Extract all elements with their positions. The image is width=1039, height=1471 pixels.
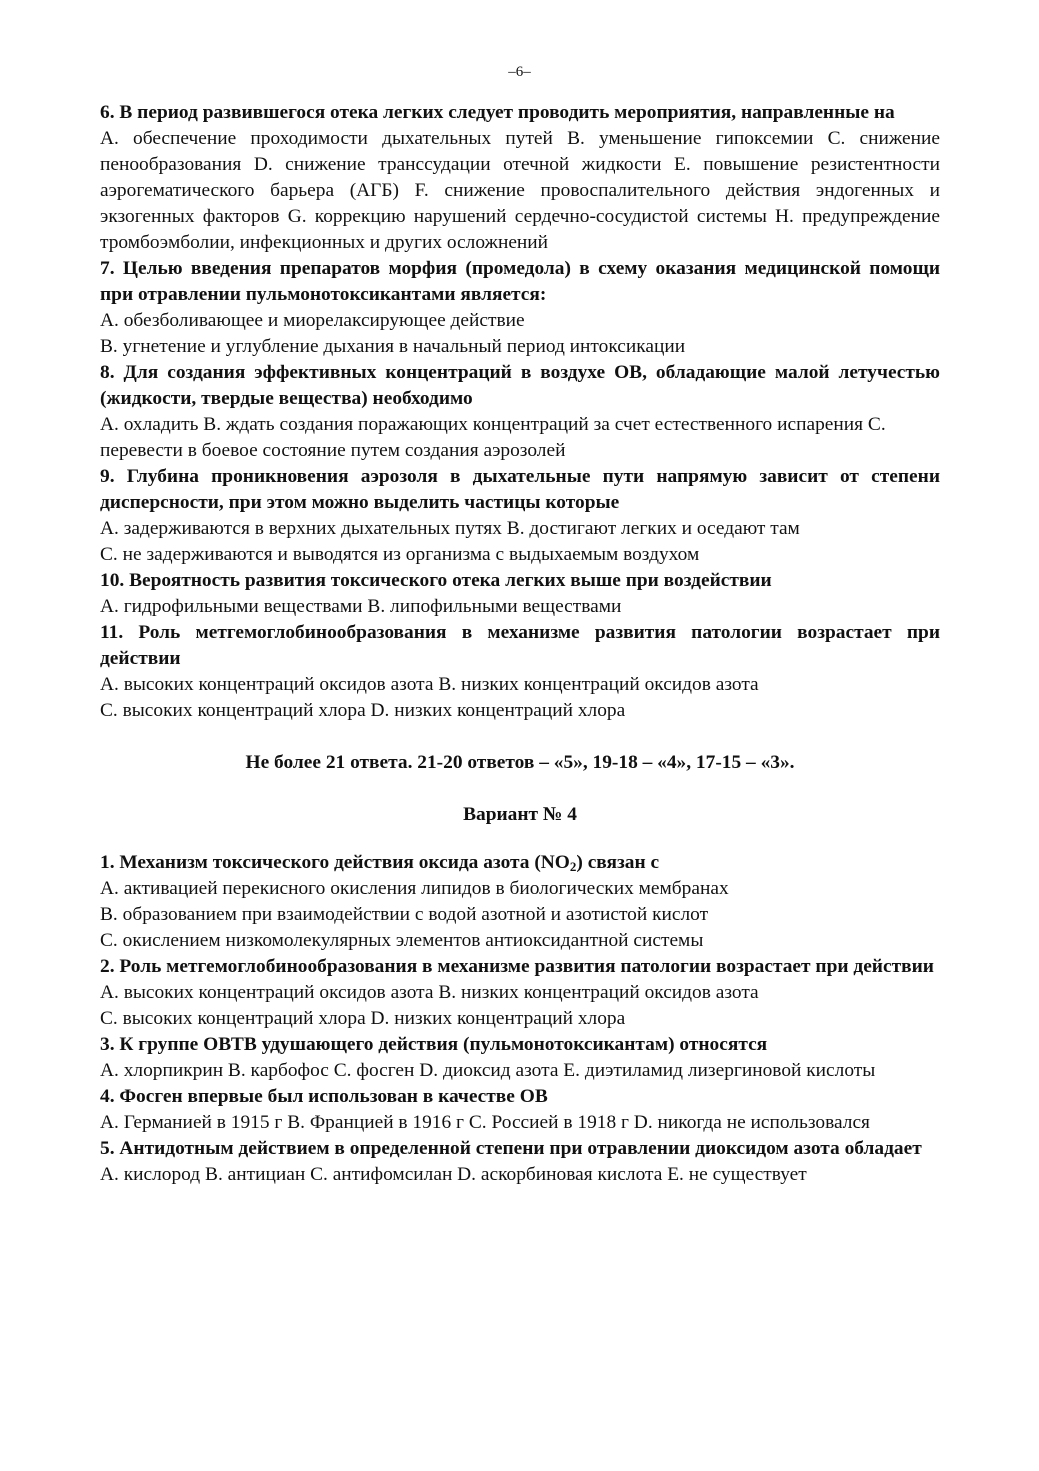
v4-answers-4: A. Германией в 1915 г B. Францией в 1916 г C. Россией в 1918 г D. никогда не использовался: [100, 1112, 870, 1133]
question-8: 8. Для создания эффективных концентраций в воздухе ОВ, обладающие малой летучестью (жидкости, твердые вещества) необходимо: [100, 362, 940, 409]
answer-line: A. задерживаются в верхних дыхательных путях B. достигают легких и оседают там: [100, 518, 800, 539]
v4-question-5: 5. Антидотным действием в определенной степени при отравлении диоксидом азота обладает: [100, 1138, 922, 1159]
answer-line: C. не задерживаются и выводятся из организма с выдыхаемым воздухом: [100, 544, 700, 565]
question-11: 11. Роль метгемоглобинообразования в механизме развития патологии возрастает при действии: [100, 622, 940, 669]
question-6: 6. В период развившегося отека легких следует проводить мероприятия, направленные на: [100, 102, 895, 123]
answer-line: A. высоких концентраций оксидов азота B. низких концентраций оксидов азота: [100, 674, 759, 695]
answers-9: [100, 516, 940, 568]
answers-6: A. обеспечение проходимости дыхательных путей B. уменьшение гипоксемии C. снижение пенообразования D. снижение транссудации отечной жидкости E. повышение резистентности аэрогематического барьера (АГБ) F. снижение провоспалительного действия эндогенных и экзогенных факторов G. коррекцию нарушений сердечно-сосудистой системы H. предупреждение тромбоэмболии, инфекционных и других осложнений: [100, 128, 940, 253]
question-9: 9. Глубина проникновения аэрозоля в дыхательные пути напрямую зависит от степени дисперсности, при этом можно выделить частицы которые: [100, 466, 940, 513]
answer-line: B. угнетение и углубление дыхания в начальный период интоксикации: [100, 336, 686, 357]
answers-11: [100, 672, 940, 724]
v4-answers-1: [100, 876, 940, 954]
page-content: [100, 100, 940, 1188]
v4-answers-3: A. хлорпикрин B. карбофос C. фосген D. диоксид азота E. диэтиламид лизергиновой кислоты: [100, 1060, 876, 1081]
question-text: ) связан с: [576, 852, 660, 873]
page-number: –6–: [508, 64, 531, 80]
answer-line: C. окислением низкомолекулярных элементов антиоксидантной системы: [100, 930, 704, 951]
v4-question-1: [100, 850, 940, 876]
subscript: 2: [569, 859, 577, 874]
question-10: 10. Вероятность развития токсического отека легких выше при воздействии: [100, 570, 772, 591]
variant-title: Вариант № 4: [463, 804, 577, 825]
v4-question-3: 3. К группе ОВТВ удушающего действия (пульмонотоксикантам) относятся: [100, 1034, 768, 1055]
answer-line: A. высоких концентраций оксидов азота B. низких концентраций оксидов азота: [100, 982, 759, 1003]
answer-line: A. активацией перекисного окисления липидов в биологических мембранах: [100, 878, 729, 899]
v4-answers-2: [100, 980, 940, 1032]
answers-7: [100, 308, 940, 360]
v4-question-2: 2. Роль метгемоглобинообразования в механизме развития патологии возрастает при действии: [100, 956, 934, 977]
v4-answers-5: A. кислород B. антициан C. антифомсилан D. аскорбиновая кислота E. не существует: [100, 1164, 807, 1185]
answers-8: A. охладить B. ждать создания поражающих концентраций за счет естественного испарения C. перевести в боевое состояние путем создания аэрозолей: [100, 414, 886, 461]
answer-line: B. образованием при взаимодействии с водой азотной и азотистой кислот: [100, 904, 709, 925]
answer-line: C. высоких концентраций хлора D. низких концентраций хлора: [100, 700, 626, 721]
grading-criteria: Не более 21 ответа. 21-20 ответов – «5», 19-18 – «4», 17-15 – «3».: [245, 752, 795, 773]
answer-line: C. высоких концентраций хлора D. низких концентраций хлора: [100, 1008, 626, 1029]
answer-line: A. обезболивающее и миорелаксирующее действие: [100, 310, 525, 331]
question-text: 1. Механизм токсического действия оксида азота (NO: [100, 852, 570, 873]
v4-question-4: 4. Фосген впервые был использован в качестве ОВ: [100, 1086, 548, 1107]
answers-10: A. гидрофильными веществами B. липофильными веществами: [100, 596, 622, 617]
question-7: 7. Целью введения препаратов морфия (промедола) в схему оказания медицинской помощи при отравлении пульмонотоксикантами является:: [100, 258, 940, 305]
